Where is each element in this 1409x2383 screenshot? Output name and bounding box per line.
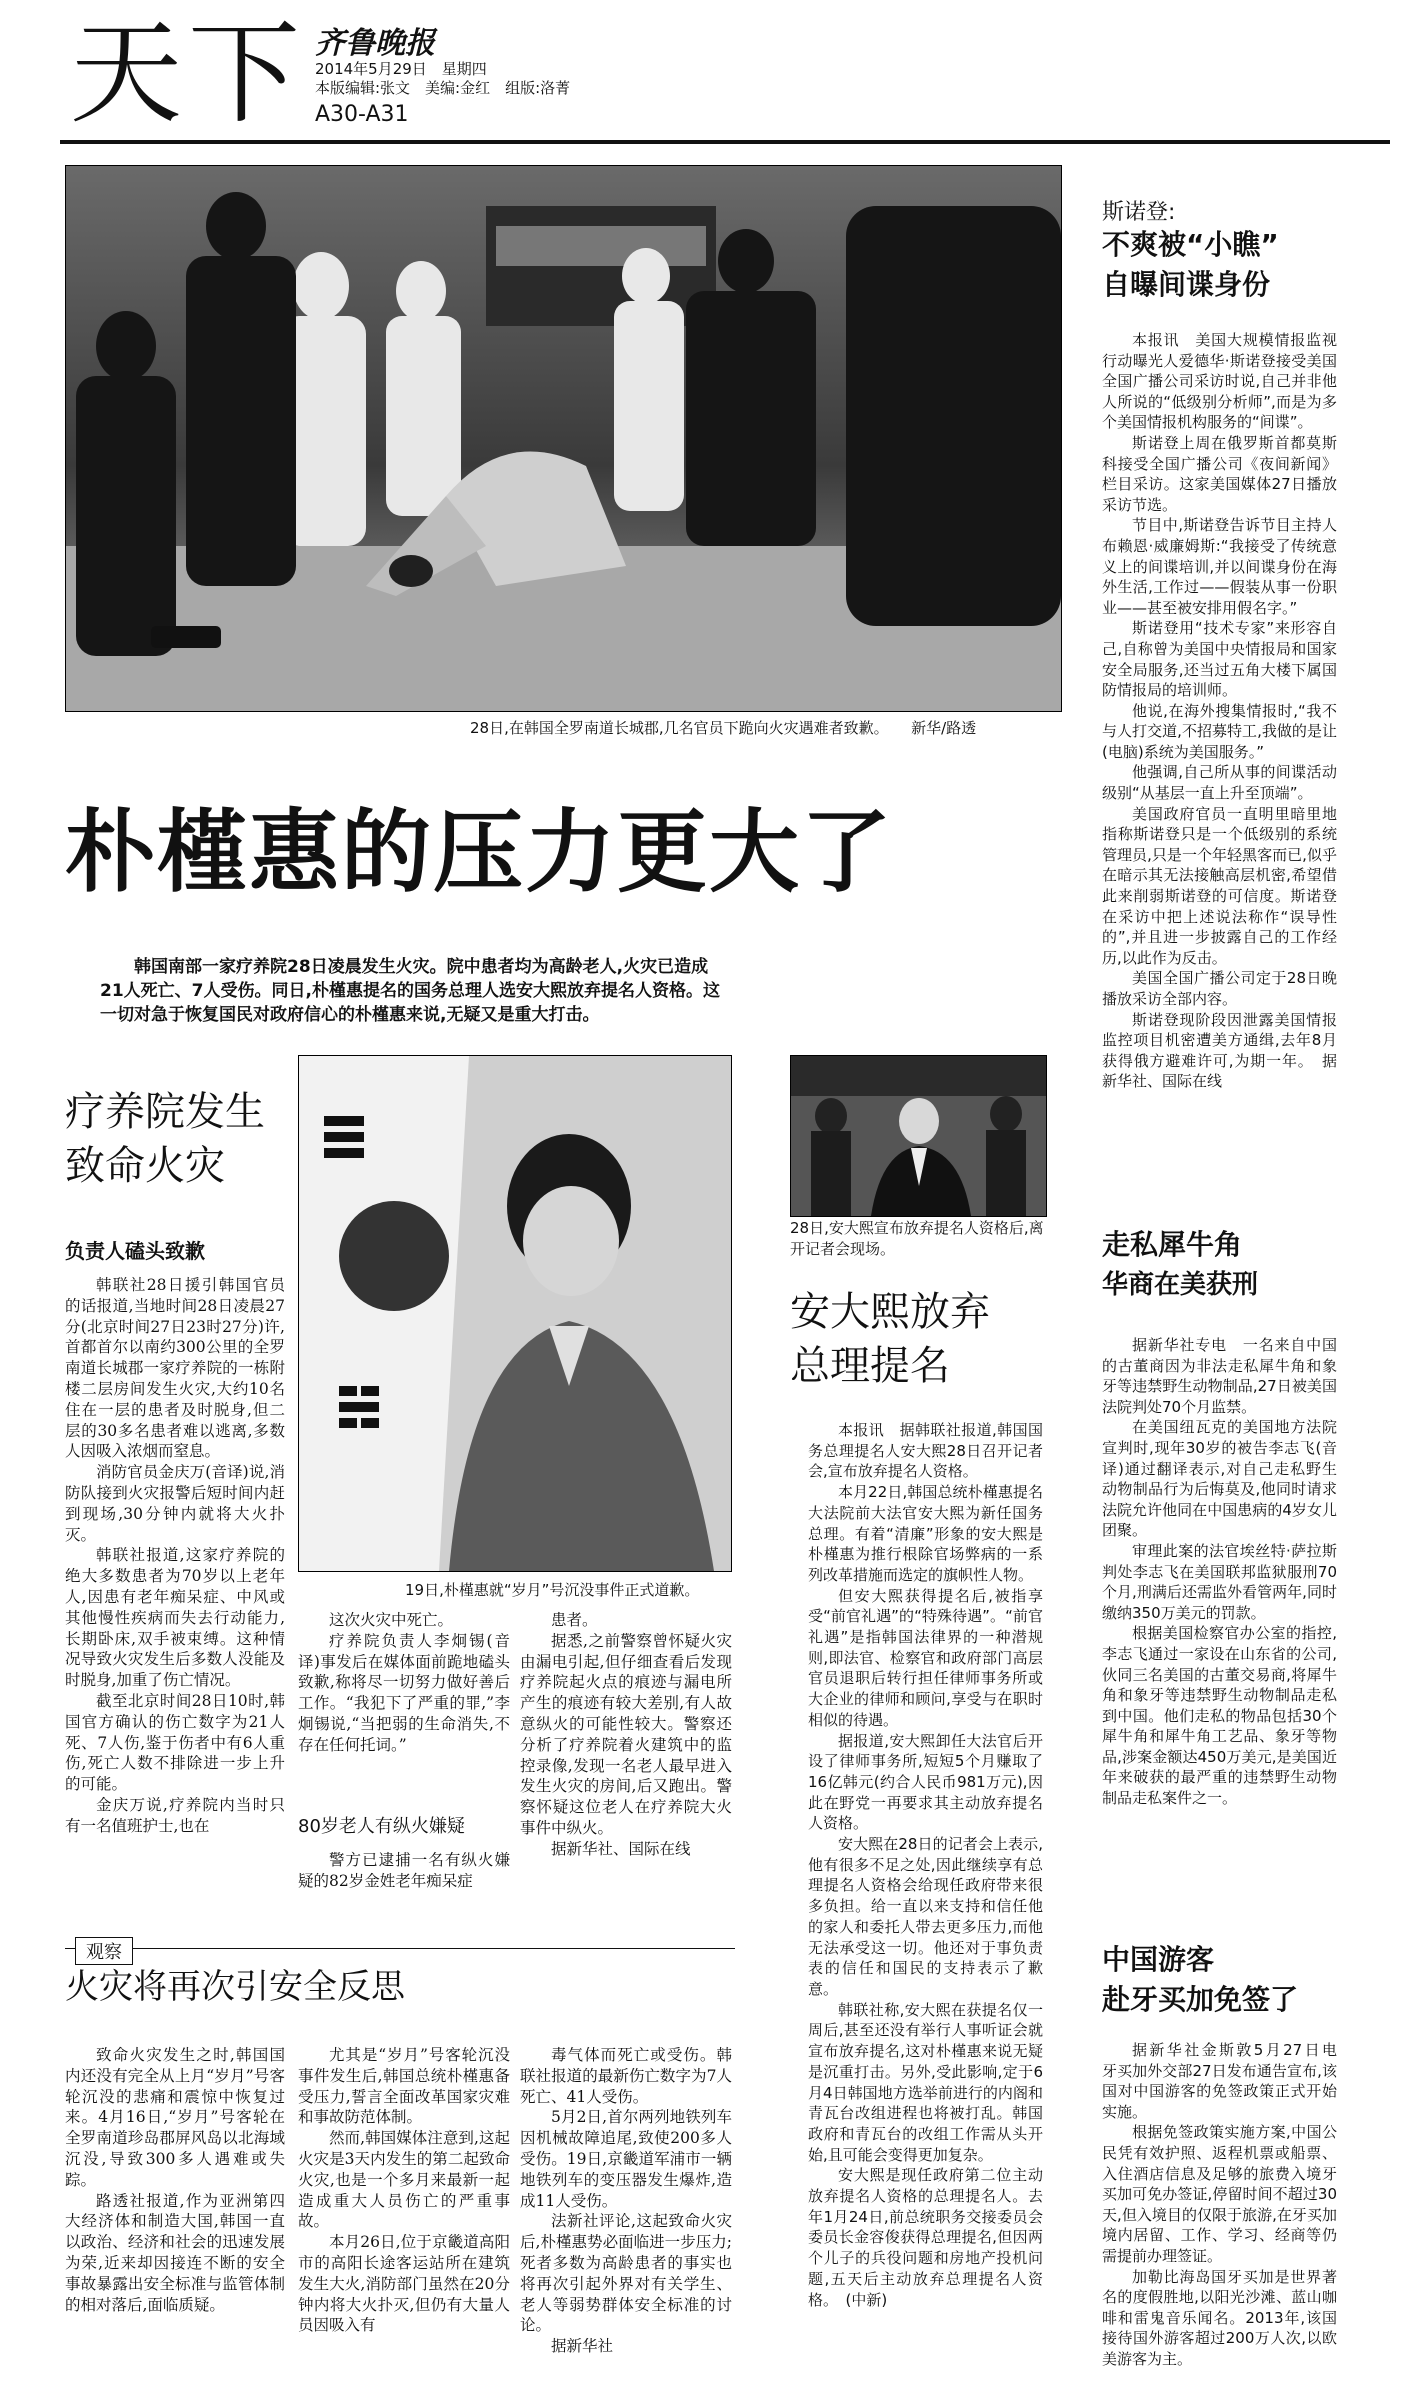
paragraph: 根据免签政策实施方案,中国公民凭有效护照、返程机票或船票、入住酒店信息及足够的旅费入境牙买加可免办签证,停留时间不超过30天,但入境目的仅限于旅游,在牙买加境内居留、工作、学习、经商等仍需提前办理签证。 xyxy=(1102,2123,1337,2265)
analysis-title: 火灾将再次引安全反思 xyxy=(65,1967,405,2007)
issue-meta xyxy=(315,60,570,98)
side3-body xyxy=(1102,2040,1353,2375)
newspaper-logo: 齐鲁晚报 xyxy=(315,26,435,61)
paragraph: 韩联社28日援引韩国官员的话报道,当地时间28日凌晨27分(北京时间27日23时27分)许,首都首尔以南约300公里的全罗南道长城郡一家疗养院的一栋附楼二层房间发生火灾,大约10名住在一层的患者及时脱身,但二层的30多名患者难以逃离,多数人因吸入浓烟而窒息。 xyxy=(65,1276,285,1461)
paragraph: 消防官员金庆万(音译)说,消防队接到火灾报警后短时间内赶到现场,30分钟内就将大火扑灭。 xyxy=(65,1463,285,1544)
story1-arson-subhead: 80岁老人有纵火嫌疑 xyxy=(298,1816,465,1837)
side3-title-line1: 中国游客 xyxy=(1102,1943,1215,1976)
paragraph: 但安大熙获得提名后,被指享受“前官礼遇”的“特殊待遇”。“前官礼遇”是指韩国法律界的一种潜规则,即法官、检察官和政府部门高层官员退职后转行担任律师事务所或大企业的律师和顾问,享受与在职时相似的待遇。 xyxy=(808,1586,1043,1729)
paragraph: 安大熙在28日的记者会上表示,他有很多不足之处,因此继续享有总理提名人资格会给现任政府带来很多负担。给一直以来支持和信任他的家人和委托人带去更多压力,而他无法承受这一切。他还对于事负责表的信任和国民的支持表示了歉意。 xyxy=(808,1835,1043,1998)
paragraph: 警方已逮捕一名有纵火嫌疑的82岁金姓老年痴呆症 xyxy=(298,1851,510,1890)
paragraph: 斯诺登用“技术专家”来形容自己,自称曾为美国中央情报局和国家安全局服务,还当过五角大楼下属国防情报局的培训师。 xyxy=(1102,619,1337,700)
paragraph: 他强调,自己所从事的间谍活动级别“从基层一直上升至顶端”。 xyxy=(1102,763,1337,803)
story1-title-line1: 疗养院发生 xyxy=(65,1089,265,1135)
paragraph: 美国政府官员一直明里暗里地指称斯诺登只是一个低级别的系统管理员,只是一个年轻黑客而已,似乎在暗示其无法接触高层机密,希望借此来削弱斯诺登的可信度。斯诺登在采访中把上述说法称作“误导性的”,并且进一步披露自己的工作经历,以此作为反击。 xyxy=(1102,804,1337,967)
side1-title-line1: 不爽被“小瞧” xyxy=(1102,228,1279,261)
paragraph: 尤其是“岁月”号客轮沉没事件发生后,韩国总统朴槿惠备受压力,誓言全面改革国家灾难和事故防范体制。 xyxy=(298,2046,510,2127)
side1-title-line2: 自曝间谍身份 xyxy=(1102,268,1271,301)
side1-kicker: 斯诺登: xyxy=(1102,200,1176,225)
paragraph: 斯诺登上周在俄罗斯首都莫斯科接受全国广播公司《夜间新闻》栏目采访。这家美国媒体27日播放采访节选。 xyxy=(1102,433,1337,514)
photo-officials-kneeling xyxy=(65,165,1062,712)
story1-column-2b xyxy=(298,1850,510,1910)
paragraph: 据新华社金斯敦5月27日电 牙买加外交部27日发布通告宣布,该国对中国游客的免签政策正式开始实施。 xyxy=(1102,2041,1353,2121)
story1-title xyxy=(65,1085,265,1193)
issue-date: 2014年5月29日 星期四 xyxy=(315,60,487,78)
photo-park-geun-hye xyxy=(298,1055,732,1572)
story1-column-3 xyxy=(520,1610,732,1910)
paragraph: 患者。 xyxy=(551,1611,598,1629)
paragraph: 本月22日,韩国总统朴槿惠提名大法院前大法官安大熙为新任国务总理。有着“清廉”形象的安大熙是朴槿惠为推行根除官场弊病的一系列改革措施而选定的旗帜性人物。 xyxy=(808,1483,1043,1584)
masthead-rule xyxy=(60,140,1390,144)
paragraph: 据新华社 xyxy=(551,2337,614,2356)
side3-title-line2: 赴牙买加免签了 xyxy=(1102,1983,1299,2016)
photo2-caption: 19日,朴槿惠就“岁月”号沉没事件正式道歉。 xyxy=(405,1581,700,1599)
paragraph: 本报讯 据韩联社报道,韩国国务总理提名人安大熙28日召开记者会,宣布放弃提名人资格。 xyxy=(808,1421,1043,1481)
paragraph: 这次火灾中死亡。 xyxy=(329,1611,454,1629)
side1-body xyxy=(1102,330,1337,1200)
paragraph: 截至北京时间28日10时,韩国官方确认的伤亡数字为21人死、7人伤,鉴于伤者中有6人重伤,死亡人数不排除进一步上升的可能。 xyxy=(65,1691,285,1794)
analysis-column-3 xyxy=(520,2045,732,2373)
paragraph: 节目中,斯诺登告诉节目主持人布赖恩·威廉姆斯:“我接受了传统意义上的间谍培训,并以间谍身份在海外生活,工作过——假装从事一份职业——甚至被安排用假名字。” xyxy=(1102,516,1337,617)
side1-title xyxy=(1102,225,1279,305)
paragraph: 本月26日,位于京畿道高阳市的高阳长途客运站所在建筑发生大火,消防部门虽然在20分钟内将大火扑灭,但仍有大量人员因吸入有 xyxy=(298,2233,510,2335)
analysis-column-1 xyxy=(65,2045,285,2373)
story1-subhead: 负责人磕头致歉 xyxy=(65,1239,205,1263)
paragraph: 在美国纽瓦克的美国地方法院宣判时,现年30岁的被告李志飞(音译)通过翻译表示,对自己走私野生动物制品行为后悔莫及,他同时请求法院允许他同在中国患病的4岁女儿团聚。 xyxy=(1102,1418,1337,1540)
photo1-caption: 28日,在韩国全罗南道长城郡,几名官员下跪向火灾遇难者致歉。 新华/路透 xyxy=(470,719,977,737)
photo3-caption: 28日,安大熙宣布放弃提名人资格后,离开记者会现场。 xyxy=(790,1219,1044,1258)
paragraph: 斯诺登现阶段因泄露美国情报监控项目机密遭美方通缉,去年8月获得俄方避难许可,为期一年。 据新华社、国际在线 xyxy=(1102,1010,1337,1091)
side2-title xyxy=(1102,1225,1258,1305)
side3-title xyxy=(1102,1940,1298,2020)
paragraph: 5月2日,首尔两列地铁列车因机械故障追尾,致使200多人受伤。19日,京畿道军浦市一辆地铁列车的变压器发生爆炸,造成11人受伤。 xyxy=(520,2108,732,2210)
paragraph: 金庆万说,疗养院内当时只有一名值班护士,也在 xyxy=(65,1795,285,1835)
paragraph: 美国全国广播公司定于28日晚播放采访全部内容。 xyxy=(1102,969,1337,1008)
paragraph: 然而,韩国媒体注意到,这起火灾是3天内发生的第二起致命火灾,也是一个多月来最新一起造成重大人员伤亡的严重事故。 xyxy=(298,2129,510,2231)
story2-title-line1: 安大熙放弃 xyxy=(790,1289,990,1335)
paragraph: 法新社评论,这起致命火灾后,朴槿惠势必面临进一步压力;死者多数为高龄患者的事实也将再次引起外界对有关学生、老人等弱势群体安全标准的讨论。 xyxy=(520,2212,732,2335)
main-headline: 朴槿惠的压力更大了 xyxy=(65,800,893,905)
side2-title-line2: 华商在美获刑 xyxy=(1102,1270,1259,1300)
issue-editors: 本版编辑:张文 美编:金红 组版:洛菁 xyxy=(315,79,571,97)
paragraph: 韩联社报道,这家疗养院的绝大多数患者为70岁以上老年人,因患有老年痴呆症、中风或其他慢性疾病而失去行动能力,长期卧床,双手被束缚。这种情况导致火灾发生后多数人没能及时脱身,加重了伤亡情况。 xyxy=(65,1546,285,1690)
story1-column-2 xyxy=(298,1610,510,1795)
side2-title-line1: 走私犀牛角 xyxy=(1102,1228,1243,1261)
story2-title-line2: 总理提名 xyxy=(790,1343,950,1389)
story2-title xyxy=(790,1285,990,1393)
paragraph: 本报讯 美国大规模情报监视行动曝光人爱德华·斯诺登接受美国全国广播公司采访时说,自己并非他人所说的“低级别分析师”,而是为多个美国情报机构服务的“间谍”。 xyxy=(1102,331,1337,432)
paragraph: 疗养院负责人李炯锡(音译)事发后在媒体面前跪地磕头致歉,称将尽一切努力做好善后工作。“我犯下了严重的罪,”李炯锡说,“当把弱的生命消失,不存在任何托词。” xyxy=(298,1631,510,1754)
paragraph: 路透社报道,作为亚洲第四大经济体和制造大国,韩国一直以政治、经济和社会的迅速发展为荣,近来却因接连不断的安全事故暴露出安全标准与监管体制的相对落后,面临质疑。 xyxy=(65,2191,285,2314)
section-title: 天下 xyxy=(70,9,306,139)
paragraph: 致命火灾发生之时,韩国国内还没有完全从上月“岁月”号客轮沉没的悲痛和震惊中恢复过来。4月16日,“岁月”号客轮在全罗南道珍岛郡屏风岛以北海域沉没,导致300多人遇难或失踪。 xyxy=(65,2046,285,2189)
paragraph: 据新华社、国际在线 xyxy=(551,1839,691,1858)
lead-paragraph: 韩国南部一家疗养院28日凌晨发生火灾。院中患者均为高龄老人,火灾已造成21人死亡、7人受伤。同日,朴槿惠提名的国务总理人选安大熙放弃提名人资格。这一切对急于恢复国民对政府信心的朴槿惠来说,无疑又是重大打击。 xyxy=(100,957,720,1025)
paragraph: 据报道,安大熙卸任大法官后开设了律师事务所,短短5个月赚取了16亿韩元(约合人民币981万元),因此在野党一再要求其主动放弃提名人资格。 xyxy=(808,1731,1043,1833)
paragraph: 根据美国检察官办公室的指控,李志飞通过一家设在山东省的公司,伙同三名美国的古董交易商,将犀牛角和象牙等违禁野生动物制品走私到中国。他们走私的物品包括30个犀牛角和犀牛角工艺品、象牙等物品,涉案金额达450万美元,是美国近年来破获的最严重的违禁野生动物制品走私案件之一。 xyxy=(1102,1624,1337,1808)
paragraph: 审理此案的法官埃丝特·萨拉斯判处李志飞在美国联邦监狱服刑70个月,刑满后还需监外看管两年,同时缴纳350万美元的罚款。 xyxy=(1102,1541,1337,1622)
analysis-tag: 观察 xyxy=(75,1937,133,1965)
paragraph: 据悉,之前警察曾怀疑火灾由漏电引起,但仔细查看后发现疗养院起火点的痕迹与漏电所产生的痕迹有较大差别,有人故意纵火的可能性较大。警察还分析了疗养院着火建筑中的监控录像,发现一名老人最早进入发生火灾的房间,后又跑出。警察怀疑这位老人在疗养院大火事件中纵火。 xyxy=(520,1631,732,1837)
paragraph: 毒气体而死亡或受伤。韩联社报道的最新伤亡数字为7人死亡、41人受伤。 xyxy=(520,2046,732,2106)
photo-ahn-dai-hee xyxy=(790,1055,1047,1217)
page-numbers: A30-A31 xyxy=(315,102,409,127)
story2-body xyxy=(808,1420,1043,2365)
paragraph: 他说,在海外搜集情报时,“我不与人打交道,不招募特工,我做的是让(电脑)系统为美国服务。” xyxy=(1102,701,1337,761)
side2-body xyxy=(1102,1335,1337,1920)
analysis-column-2 xyxy=(298,2045,510,2373)
paragraph: 安大熙是现任政府第二位主动放弃提名人资格的总理提名人。去年1月24日,前总统职务交接委员会委员长金容俊获得总理提名,但因两个儿子的兵役问题和房地产投机问题,五天后主动放弃总理提名人资格。 (中新) xyxy=(808,2166,1043,2309)
paragraph: 加勒比海岛国牙买加是世界著名的度假胜地,以阳光沙滩、蓝山咖啡和雷鬼音乐闻名。2013年,该国接待国外游客超过200万人次,以欧美游客为主。 xyxy=(1102,2267,1337,2368)
paragraph: 韩联社称,安大熙在获提名仅一周后,甚至还没有举行人事听证会就宣布放弃提名,这对朴槿惠来说无疑是沉重打击。另外,受此影响,定于6月4日韩国地方选举前进行的内阁和青瓦台改组进程也将被打乱。韩国政府和青瓦台的改组工作需从头开始,且可能会变得更加复杂。 xyxy=(808,2000,1043,2164)
analysis-rule xyxy=(65,1948,735,1949)
story1-title-line2: 致命火灾 xyxy=(65,1143,225,1189)
story1-column-1 xyxy=(65,1275,285,1910)
paragraph: 据新华社专电 一名来自中国的古董商因为非法走私犀牛角和象牙等违禁野生动物制品,27日被美国法院判处70个月监禁。 xyxy=(1102,1336,1337,1416)
